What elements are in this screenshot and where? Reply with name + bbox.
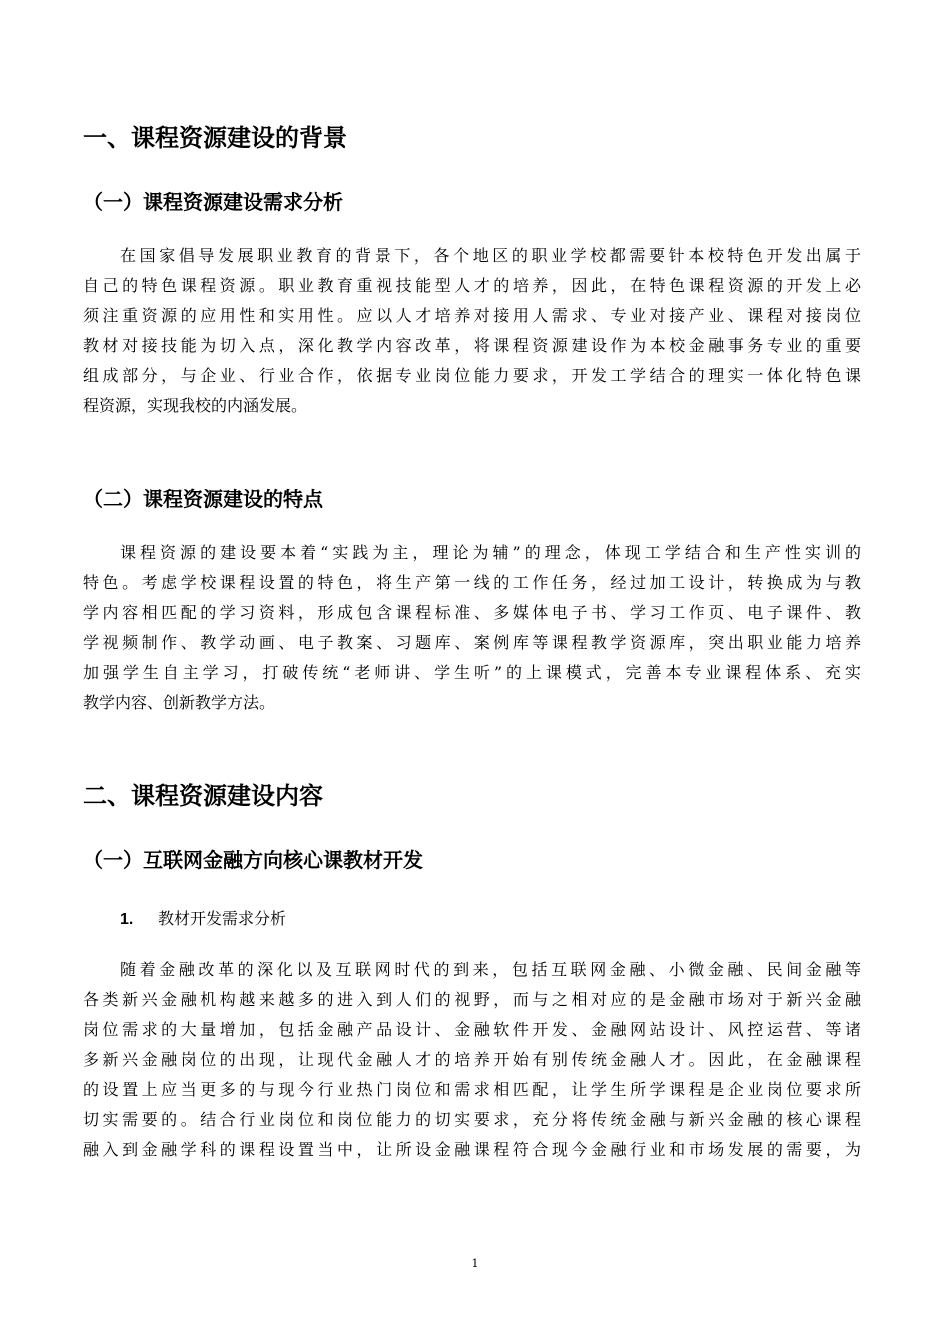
paragraph-line: 随着金融改革的深化以及互联网时代的到来，包括互联网金融、小微金融、民间金融等 [120, 960, 861, 979]
page-number: 1 [471, 1257, 479, 1270]
paragraph-line: 课程资源的建设要本着“实践为主，理论为辅”的理念，体现工学结合和生产性实训的 [120, 543, 861, 562]
paragraph-line: 自己的特色课程资源。职业教育重视技能型人才的培养，因此，在特色课程资源的开发上必 [83, 276, 861, 295]
paragraph-line: 教学内容、创新教学方法。 [83, 693, 276, 712]
section-1-1-paragraph [83, 241, 861, 421]
section-1-2-paragraph [83, 538, 861, 718]
paragraph-line: 岗位需求的大量增加，包括金融产品设计、金融软件开发、金融网站设计、风控运营、等诸 [83, 1020, 861, 1039]
paragraph-line: 学视频制作、教学动画、电子教案、习题库、案例库等课程教学资源库，突出职业能力培养 [83, 633, 861, 652]
paragraph-line: 组成部分，与企业、行业合作，依据专业岗位能力要求，开发工学结合的理实一体化特色课 [83, 366, 861, 385]
paragraph-line: 切实需要的。结合行业岗位和岗位能力的切实要求，充分将传统金融与新兴金融的核心课程 [83, 1110, 861, 1129]
section-2-1-heading: （一）互联网金融方向核心课教材开发 [83, 848, 423, 872]
paragraph-line: 的设置上应当更多的与现今行业热门岗位和需求相匹配，让学生所学课程是企业岗位要求所 [83, 1080, 861, 1099]
paragraph-line: 须注重资源的应用性和实用性。应以人才培养对接用人需求、专业对接产业、课程对接岗位 [83, 306, 861, 325]
paragraph-line: 加强学生自主学习，打破传统“老师讲、学生听”的上课模式，完善本专业课程体系、充实 [83, 663, 861, 682]
item-title: 教材开发需求分析 [158, 909, 287, 928]
item-1-paragraph [83, 955, 861, 1165]
section-1-1-heading: （一）课程资源建设需求分析 [83, 190, 343, 214]
paragraph-line: 特色。考虑学校课程设置的特色，将生产第一线的工作任务，经过加工设计，转换成为与教 [83, 573, 861, 592]
item-number: 1. [120, 911, 134, 928]
paragraph-line: 学内容相匹配的学习资料，形成包含课程标准、多媒体电子书、学习工作页、电子课件、教 [83, 603, 861, 622]
section-2-heading: 二、课程资源建设内容 [83, 782, 323, 810]
section-1-2-heading: （二）课程资源建设的特点 [83, 487, 323, 511]
paragraph-line: 多新兴金融岗位的出现，让现代金融人才的培养开始有别传统金融人才。因此，在金融课程 [83, 1050, 861, 1069]
paragraph-line: 在国家倡导发展职业教育的背景下，各个地区的职业学校都需要针本校特色开发出属于 [120, 246, 861, 265]
paragraph-line: 融入到金融学科的课程设置当中，让所设金融课程符合现今金融行业和市场发展的需要，为 [83, 1140, 861, 1159]
paragraph-line: 教材对接技能为切入点，深化教学内容改革，将课程资源建设作为本校金融事务专业的重要 [83, 336, 861, 355]
paragraph-line: 程资源，实现我校的内涵发展。 [83, 396, 308, 415]
item-1-heading [120, 908, 286, 931]
section-1-heading: 一、课程资源建设的背景 [83, 124, 347, 152]
paragraph-line: 各类新兴金融机构越来越多的进入到人们的视野，而与之相对应的是金融市场对于新兴金融 [83, 990, 861, 1009]
